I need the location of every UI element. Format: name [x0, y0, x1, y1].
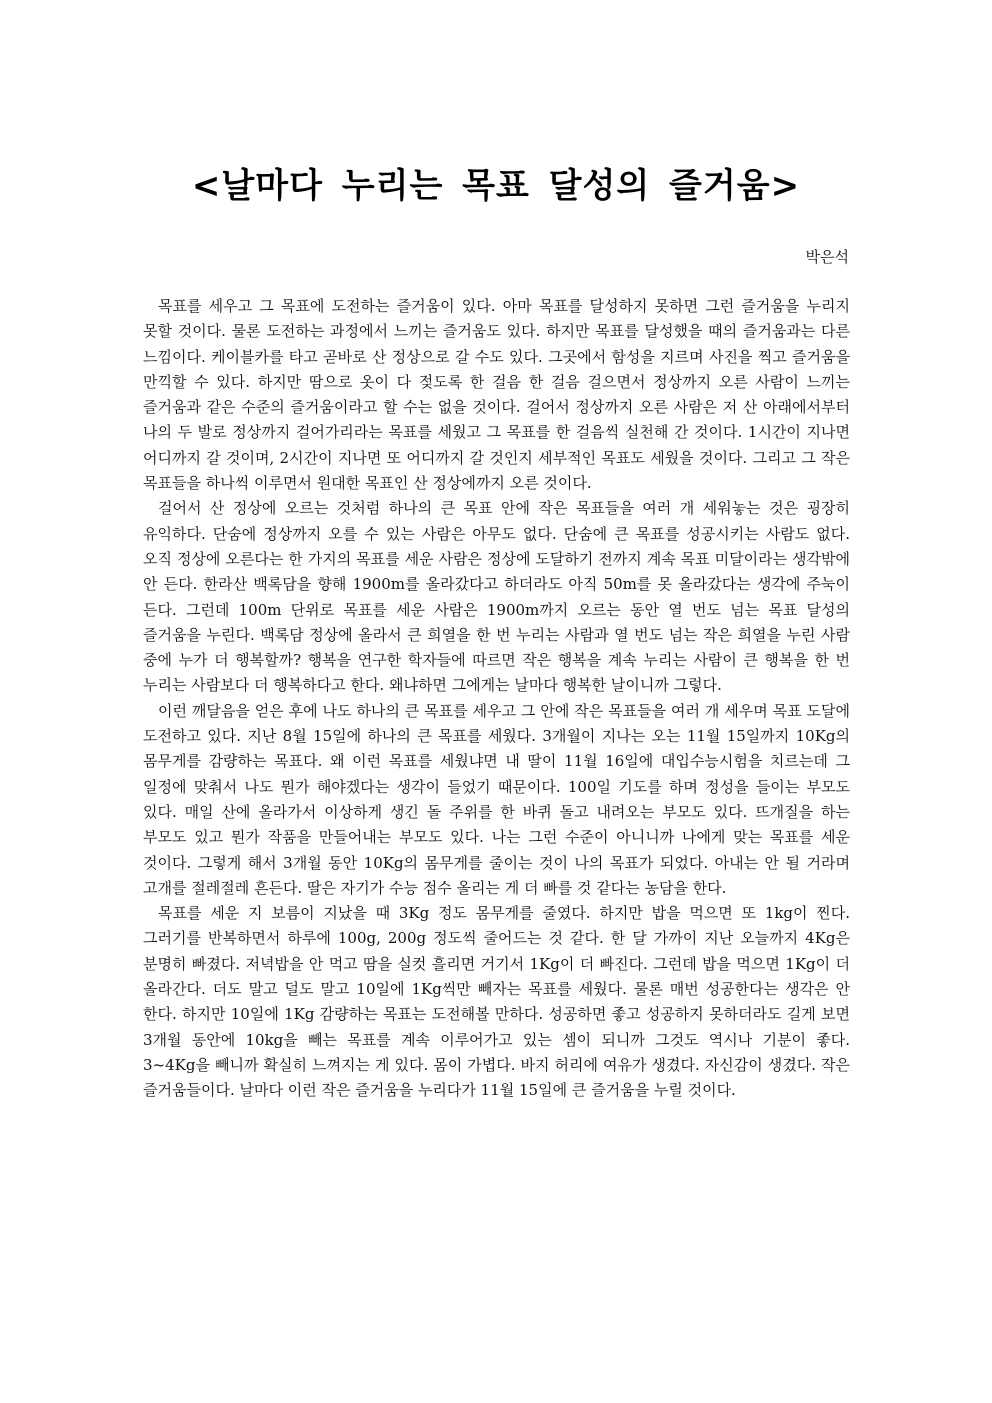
- document-title: <날마다 누리는 목표 달성의 즐거움>: [191, 166, 801, 206]
- document-body: [143, 294, 850, 1104]
- paragraph-3: 이런 깨달음을 얻은 후에 나도 하나의 큰 목표를 세우고 그 안에 작은 목표들을 여러 개 세우며 목표 도달에 도전하고 있다. 지난 8월 15일에 하나의 큰 목표를 세웠다. 3개월이 지나는 오는 11월 15일까지 10Kg의 몸무게를 감량하는 목표다. 왜 이런 목표를 세웠냐면 내 딸이 11월 16일에 대입수능시험을 치르는데 그 일정에 맞춰서 나도 뭔가 해야겠다는 생각이 들었기 때문이다. 100일 기도를 하며 정성을 들이는 부모도 있다. 매일 산에 올라가서 이상하게 생긴 돌 주위를 한 바퀴 돌고 내려오는 부모도 있다. 뜨개질을 하는 부모도 있고 뭔가 작품을 만들어내는 부모도 있다. 나는 그런 수준이 아니니까 나에게 맞는 목표를 세운 것이다. 그렇게 해서 3개월 동안 10Kg의 몸무게를 줄이는 것이 나의 목표가 되었다. 아내는 안 될 거라며 고개를 절레절레 흔든다. 딸은 자기가 수능 점수 올리는 게 더 빠를 것 같다는 농담을 한다.: [143, 701, 850, 897]
- paragraph-4: 목표를 세운 지 보름이 지났을 때 3Kg 정도 몸무게를 줄였다. 하지만 밥을 먹으면 또 1kg이 찐다. 그러기를 반복하면서 하루에 100g, 200g 정도씩 줄어드는 것 같다. 한 달 가까이 지난 오늘까지 4Kg은 분명히 빠졌다. 저녁밥을 안 먹고 땀을 실컷 흘리면 거기서 1Kg이 더 빠진다. 그런데 밥을 먹으면 1Kg이 더 올라간다. 더도 말고 덜도 말고 10일에 1Kg씩만 빼자는 목표를 세웠다. 물론 매번 성공한다는 생각은 안 한다. 하지만 10일에 1Kg 감량하는 목표는 도전해볼 만하다. 성공하면 좋고 성공하지 못하더라도 길게 보면 3개월 동안에 10kg을 빼는 목표를 계속 이루어가고 있는 셈이 되니까 그것도 역시나 기분이 좋다. 3~4Kg을 빼니까 확실히 느껴지는 게 있다. 몸이 가볍다. 바지 허리에 여유가 생겼다. 자신감이 생겼다. 작은 즐거움들이다. 날마다 이런 작은 즐거움을 누리다가 11월 15일에 큰 즐거움을 누릴 것이다.: [143, 904, 850, 1100]
- author-name: 박은석: [805, 248, 849, 266]
- paragraph-1: 목표를 세우고 그 목표에 도전하는 즐거움이 있다. 아마 목표를 달성하지 못하면 그런 즐거움을 누리지 못할 것이다. 물론 도전하는 과정에서 느끼는 즐거움도 있다. 하지만 목표를 달성했을 때의 즐거움과는 다른 느낌이다. 케이블카를 타고 곧바로 산 정상으로 갈 수도 있다. 그곳에서 함성을 지르며 사진을 찍고 즐거움을 만끽할 수 있다. 하지만 땀으로 옷이 다 젖도록 한 걸음 한 걸음 걸으면서 정상까지 오른 사람이 느끼는 즐거움과 같은 수준의 즐거움이라고 할 수는 없을 것이다. 걸어서 정상까지 오른 사람은 저 산 아래에서부터 나의 두 발로 정상까지 걸어가리라는 목표를 세웠고 그 목표를 한 걸음씩 실천해 간 것이다. 1시간이 지나면 어디까지 갈 것이며, 2시간이 지나면 또 어디까지 갈 것인지 세부적인 목표도 세웠을 것이다. 그리고 그 작은 목표들을 하나씩 이루면서 원대한 목표인 산 정상에까지 오른 것이다.: [143, 297, 850, 493]
- paragraph-2: 걸어서 산 정상에 오르는 것처럼 하나의 큰 목표 안에 작은 목표들을 여러 개 세워놓는 것은 굉장히 유익하다. 단숨에 정상까지 오를 수 있는 사람은 아무도 없다. 단숨에 큰 목표를 성공시키는 사람도 없다. 오직 정상에 오른다는 한 가지의 목표를 세운 사람은 정상에 도달하기 전까지 계속 목표 미달이라는 생각밖에 안 든다. 한라산 백록담을 향해 1900m를 올라갔다고 하더라도 아직 50m를 못 올라갔다는 생각에 주눅이 든다. 그런데 100m 단위로 목표를 세운 사람은 1900m까지 오르는 동안 열 번도 넘는 목표 달성의 즐거움을 누린다. 백록담 정상에 올라서 큰 희열을 한 번 누리는 사람과 열 번도 넘는 작은 희열을 누린 사람 중에 누가 더 행복할까? 행복을 연구한 학자들에 따르면 작은 행복을 계속 누리는 사람이 큰 행복을 한 번 누리는 사람보다 더 행복하다고 한다. 왜냐하면 그에게는 날마다 행복한 날이니까 그렇다.: [143, 499, 850, 695]
